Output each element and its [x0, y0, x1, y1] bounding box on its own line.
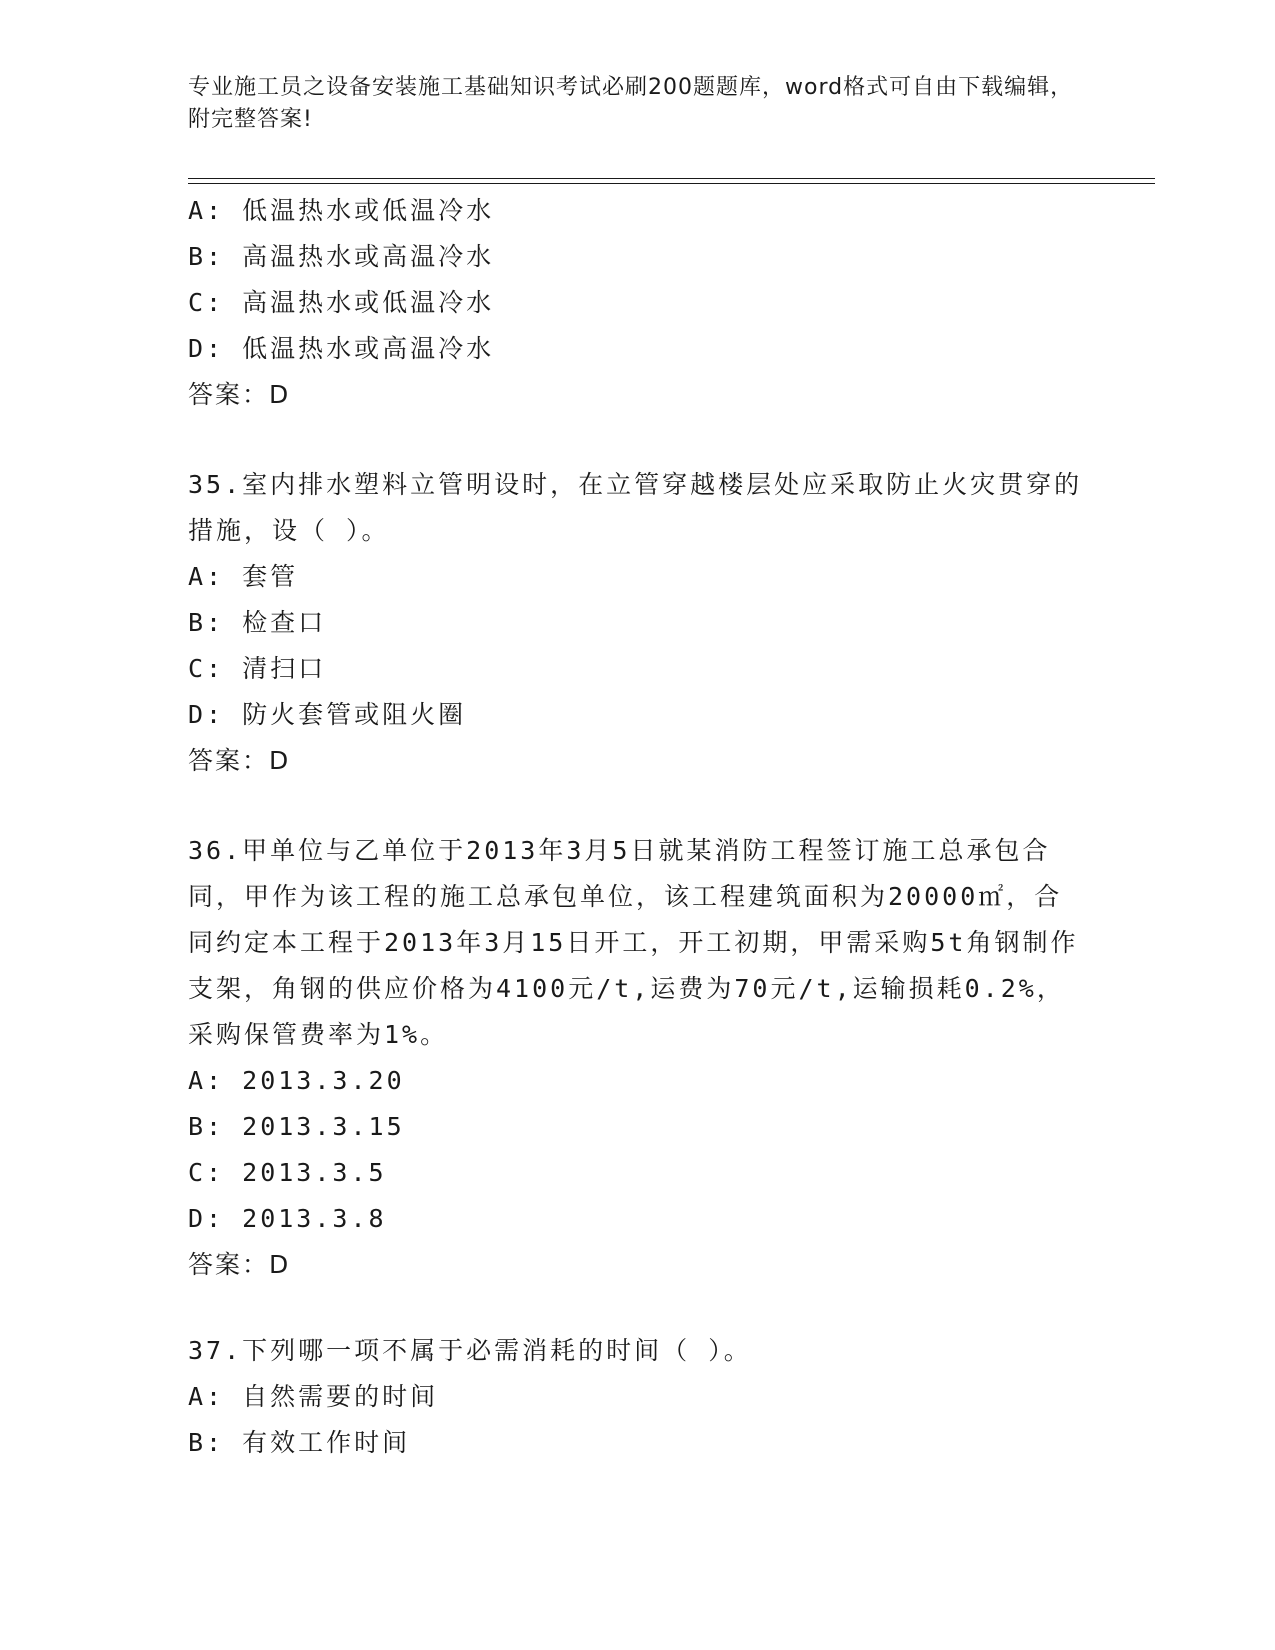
question-text: 36.甲单位与乙单位于2013年3月5日就某消防工程签订施工总承包合同，甲作为该工程的施工总承包单位，该工程建筑面积为20000㎡，合同约定本工程于2013年3月15日开工，开工初期，甲需采购5t角钢制作支架，角钢的供应价格为4100元/t,运费为70元/t,运输损耗0.2%，采购保管费率为1%。	[188, 836, 1079, 1049]
option-c: C: 2013.3.5	[188, 1158, 387, 1187]
option-d: D: 低温热水或高温冷水	[188, 334, 495, 363]
header-divider-top	[188, 178, 1155, 179]
question-text: 35.室内排水塑料立管明设时，在立管穿越楼层处应采取防止火灾贯穿的措施，设（ ）。	[188, 470, 1083, 545]
option-a: A: 自然需要的时间	[188, 1382, 439, 1411]
answer: 答案：D	[188, 1250, 291, 1279]
option-b: B: 2013.3.15	[188, 1112, 405, 1141]
option-a: A: 低温热水或低温冷水	[188, 196, 495, 225]
question-block-35	[188, 462, 1088, 784]
option-c: C: 清扫口	[188, 654, 327, 683]
header-divider-bottom	[188, 183, 1155, 184]
answer: 答案：D	[188, 746, 291, 775]
question-block-36	[188, 828, 1088, 1288]
page-header: 专业施工员之设备安装施工基础知识考试必刷200题题库，word格式可自由下载编辑，附完整答案!	[188, 75, 1074, 132]
answer: 答案：D	[188, 380, 291, 409]
option-d: D: 防火套管或阻火圈	[188, 700, 467, 729]
option-a: A: 2013.3.20	[188, 1066, 405, 1095]
option-d: D: 2013.3.8	[188, 1204, 387, 1233]
option-b: B: 有效工作时间	[188, 1428, 411, 1457]
option-c: C: 高温热水或低温冷水	[188, 288, 495, 317]
document-body	[188, 188, 1088, 1466]
question-text: 37.下列哪一项不属于必需消耗的时间（ ）。	[188, 1336, 752, 1365]
question-block-37	[188, 1328, 1088, 1466]
option-b: B: 高温热水或高温冷水	[188, 242, 495, 271]
question-block-34	[188, 188, 1088, 418]
option-b: B: 检查口	[188, 608, 327, 637]
option-a: A: 套管	[188, 562, 299, 591]
